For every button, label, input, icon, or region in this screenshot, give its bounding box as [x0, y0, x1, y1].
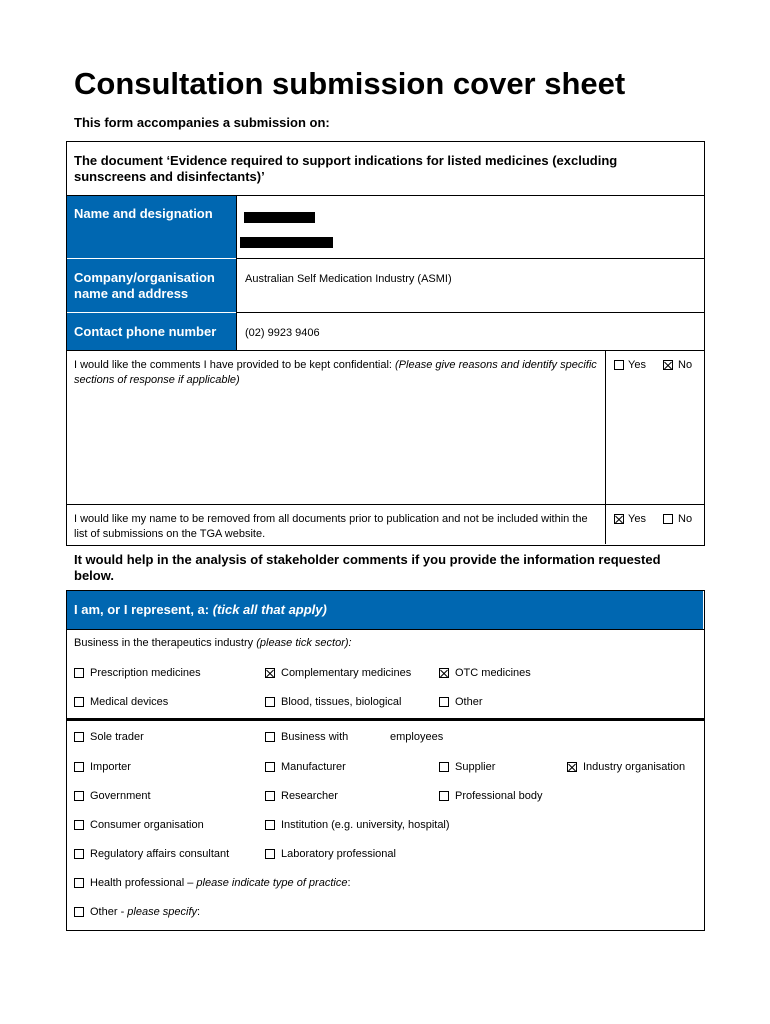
professional-body-label: Professional body — [455, 790, 543, 802]
manufacturer-label: Manufacturer — [281, 761, 346, 773]
regulatory-consultant-checkbox[interactable] — [74, 849, 84, 859]
researcher-label: Researcher — [281, 790, 338, 802]
professional-body-checkbox[interactable] — [439, 791, 449, 801]
consumer-organisation-label: Consumer organisation — [90, 819, 204, 831]
government-label: Government — [90, 790, 151, 802]
removal-yes-label: Yes — [628, 513, 646, 525]
business-sector-label: Business in the therapeutics industry (please tick sector): — [74, 637, 352, 649]
blood-tissues-label: Blood, tissues, biological — [281, 696, 402, 708]
name-removal-question: I would like my name to be removed from all documents prior to publication and not be included within the list of submissions on the TGA website. — [74, 513, 588, 540]
complementary-medicines-checkbox[interactable] — [265, 668, 275, 678]
confidential-yes-label: Yes — [628, 359, 646, 371]
laboratory-professional-checkbox[interactable] — [265, 849, 275, 859]
importer-checkbox[interactable] — [74, 762, 84, 772]
sole-trader-label: Sole trader — [90, 731, 144, 743]
company-value: Australian Self Medication Industry (ASMI) — [245, 273, 452, 285]
employees-label: employees — [390, 731, 444, 743]
help-text: It would help in the analysis of stakeholder comments if you provide the information requested below. — [74, 552, 661, 583]
sector-other-label: Other — [455, 696, 483, 708]
name-designation-label: Name and designation — [74, 206, 213, 221]
prescription-medicines-checkbox[interactable] — [74, 668, 84, 678]
laboratory-professional-label: Laboratory professional — [281, 848, 396, 860]
institution-checkbox[interactable] — [265, 820, 275, 830]
phone-value: (02) 9923 9406 — [245, 327, 320, 339]
otc-medicines-checkbox[interactable] — [439, 668, 449, 678]
sole-trader-checkbox[interactable] — [74, 732, 84, 742]
industry-organisation-checkbox[interactable] — [567, 762, 577, 772]
redacted-name — [244, 212, 315, 223]
phone-label: Contact phone number — [74, 324, 217, 339]
removal-no-label: No — [678, 513, 693, 525]
confidential-no-label: No — [678, 359, 693, 371]
page-title: Consultation submission cover sheet — [74, 66, 626, 101]
removal-no-checkbox[interactable] — [663, 514, 673, 524]
importer-label: Importer — [90, 761, 131, 773]
health-professional-label: Health professional – please indicate type of practice: — [90, 877, 351, 889]
company-label: Company/organisation name and address — [74, 270, 215, 301]
consumer-organisation-checkbox[interactable] — [74, 820, 84, 830]
manufacturer-checkbox[interactable] — [265, 762, 275, 772]
confidential-no-checkbox[interactable] — [663, 360, 673, 370]
institution-label: Institution (e.g. university, hospital) — [281, 819, 450, 831]
government-checkbox[interactable] — [74, 791, 84, 801]
subtitle: This form accompanies a submission on: — [74, 115, 330, 130]
sector-other-checkbox[interactable] — [439, 697, 449, 707]
document-title: The document ‘Evidence required to support indications for listed medicines (excluding sunscreens and disinfectants)’ — [74, 153, 618, 184]
type-other-checkbox[interactable] — [74, 907, 84, 917]
confidential-yes-checkbox[interactable] — [614, 360, 624, 370]
blood-tissues-checkbox[interactable] — [265, 697, 275, 707]
type-other-label: Other - please specify: — [90, 906, 201, 918]
medical-devices-label: Medical devices — [90, 696, 169, 708]
industry-organisation-label: Industry organisation — [583, 761, 686, 773]
removal-yes-checkbox[interactable] — [614, 514, 624, 524]
business-with-employees-checkbox[interactable] — [265, 732, 275, 742]
regulatory-consultant-label: Regulatory affairs consultant — [90, 848, 230, 860]
prescription-medicines-label: Prescription medicines — [90, 667, 201, 679]
otc-medicines-label: OTC medicines — [455, 667, 531, 679]
supplier-checkbox[interactable] — [439, 762, 449, 772]
complementary-medicines-label: Complementary medicines — [281, 667, 412, 679]
health-professional-checkbox[interactable] — [74, 878, 84, 888]
business-with-label: Business with — [281, 731, 349, 743]
researcher-checkbox[interactable] — [265, 791, 275, 801]
medical-devices-checkbox[interactable] — [74, 697, 84, 707]
supplier-label: Supplier — [455, 761, 496, 773]
representation-header: I am, or I represent, a: (tick all that apply) — [74, 602, 327, 617]
redacted-designation — [240, 237, 333, 248]
confidential-question: I would like the comments I have provided to be kept confidential: (Please give reasons and identify specific sections of response if applicable) — [74, 359, 597, 386]
